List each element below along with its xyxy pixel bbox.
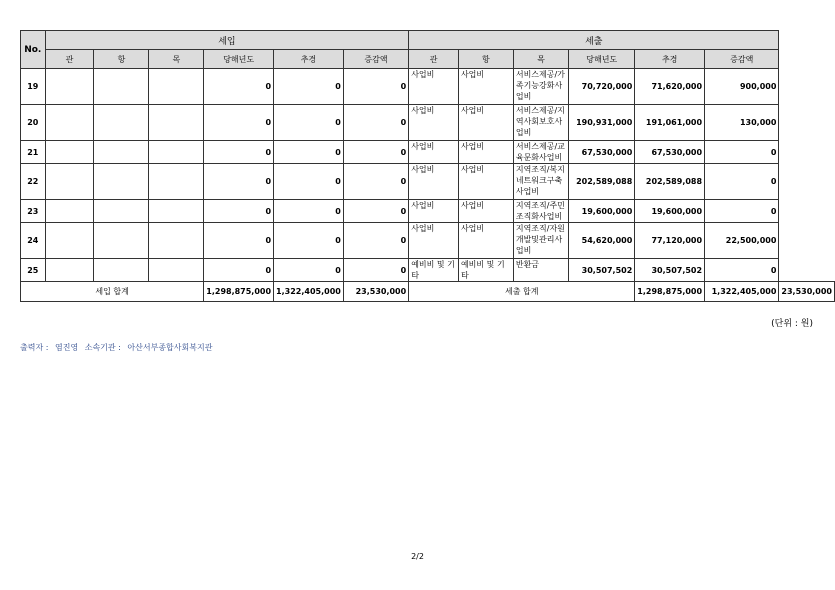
header-income-col: 당해년도	[204, 50, 274, 69]
expense-cell: 54,620,000	[569, 223, 635, 259]
totals-row	[21, 282, 835, 302]
income-cell: 0	[343, 141, 408, 164]
expense-cell: 70,720,000	[569, 69, 635, 105]
expense-cell: 77,120,000	[635, 223, 705, 259]
income-cell	[45, 105, 94, 141]
expense-cell: 202,589,088	[635, 164, 705, 200]
header-expense-col: 관	[409, 50, 459, 69]
income-cell: 0	[204, 259, 274, 282]
expense-cell: 사업비	[458, 69, 513, 105]
header-expense-col: 추경	[635, 50, 705, 69]
income-cell	[149, 69, 204, 105]
income-cell: 0	[274, 105, 344, 141]
income-cell: 0	[204, 200, 274, 223]
expense-cell: 22,500,000	[705, 223, 779, 259]
expense-cell: 0	[705, 141, 779, 164]
expense-cell: 0	[705, 259, 779, 282]
income-cell: 0	[343, 69, 408, 105]
income-cell: 0	[343, 164, 408, 200]
expense-cell: 0	[705, 164, 779, 200]
income-cell	[149, 223, 204, 259]
income-cell: 0	[343, 223, 408, 259]
expense-cell: 202,589,088	[569, 164, 635, 200]
expense-cell: 19,600,000	[635, 200, 705, 223]
table-row	[21, 223, 835, 259]
expense-cell: 사업비	[458, 164, 513, 200]
expense-cell: 19,600,000	[569, 200, 635, 223]
header-income: 세입	[45, 31, 409, 50]
expense-cell: 사업비	[458, 141, 513, 164]
table-row	[21, 69, 835, 105]
table-row	[21, 259, 835, 282]
header-income-col: 목	[149, 50, 204, 69]
expense-cell: 사업비	[458, 105, 513, 141]
header-no: No.	[21, 31, 46, 69]
table-row	[21, 141, 835, 164]
income-cell: 0	[204, 105, 274, 141]
expense-cell: 130,000	[705, 105, 779, 141]
header-income-col: 항	[94, 50, 149, 69]
expense-cell: 예비비 및 기타	[409, 259, 459, 282]
income-cell: 0	[204, 223, 274, 259]
income-total-value: 1,322,405,000	[274, 282, 344, 302]
income-cell	[94, 223, 149, 259]
income-cell	[149, 164, 204, 200]
row-number: 22	[21, 164, 46, 200]
table-row	[21, 200, 835, 223]
expense-cell: 예비비 및 기타	[458, 259, 513, 282]
income-cell	[149, 141, 204, 164]
expense-cell: 사업비	[409, 223, 459, 259]
income-cell	[94, 200, 149, 223]
expense-cell: 190,931,000	[569, 105, 635, 141]
income-cell: 0	[204, 69, 274, 105]
income-cell	[149, 200, 204, 223]
expense-cell: 사업비	[458, 200, 513, 223]
header-expense-col: 당해년도	[569, 50, 635, 69]
income-total-label: 세입 합계	[21, 282, 204, 302]
expense-cell: 지역조직/주민조직화사업비	[513, 200, 568, 223]
income-cell: 0	[274, 259, 344, 282]
header-expense-col: 항	[458, 50, 513, 69]
row-number: 19	[21, 69, 46, 105]
printer-info	[20, 342, 216, 353]
income-cell: 0	[343, 259, 408, 282]
income-cell	[94, 141, 149, 164]
header-income-col: 증감액	[343, 50, 408, 69]
row-number: 20	[21, 105, 46, 141]
income-total-value: 1,298,875,000	[204, 282, 274, 302]
header-income-col: 추경	[274, 50, 344, 69]
expense-cell: 서비스제공/가족기능강화사업비	[513, 69, 568, 105]
org-name: 아산서부종합사회복지관	[127, 343, 213, 352]
row-number: 23	[21, 200, 46, 223]
expense-cell: 71,620,000	[635, 69, 705, 105]
expense-total-value: 1,322,405,000	[705, 282, 779, 302]
income-cell	[94, 164, 149, 200]
page-number: 2/2	[411, 552, 424, 561]
header-expense-col: 증감액	[705, 50, 779, 69]
expense-cell: 지역조직/복지네트워크구축사업비	[513, 164, 568, 200]
expense-cell: 0	[705, 200, 779, 223]
printer-label: 출력자 :	[20, 343, 49, 352]
header-expense-col: 목	[513, 50, 568, 69]
expense-cell: 서비스제공/교육문화사업비	[513, 141, 568, 164]
income-cell	[94, 259, 149, 282]
expense-cell: 사업비	[409, 141, 459, 164]
row-number: 25	[21, 259, 46, 282]
expense-cell: 30,507,502	[569, 259, 635, 282]
expense-total-value: 23,530,000	[779, 282, 835, 302]
expense-cell: 서비스제공/지역사회보호사업비	[513, 105, 568, 141]
expense-cell: 사업비	[409, 200, 459, 223]
expense-total-value: 1,298,875,000	[635, 282, 705, 302]
org-label: 소속기관 :	[84, 343, 121, 352]
income-cell: 0	[204, 164, 274, 200]
expense-cell: 67,530,000	[569, 141, 635, 164]
header-income-col: 관	[45, 50, 94, 69]
income-cell: 0	[274, 200, 344, 223]
income-cell: 0	[204, 141, 274, 164]
expense-cell: 사업비	[409, 164, 459, 200]
printer-name: 염진영	[54, 343, 79, 352]
expense-cell: 반환금	[513, 259, 568, 282]
income-cell: 0	[274, 141, 344, 164]
income-cell: 0	[343, 105, 408, 141]
unit-label: (단위 : 원)	[771, 319, 813, 329]
income-cell	[94, 105, 149, 141]
income-cell	[94, 69, 149, 105]
income-cell: 0	[343, 200, 408, 223]
row-number: 24	[21, 223, 46, 259]
expense-cell: 191,061,000	[635, 105, 705, 141]
expense-cell: 지역조직/자원개발및관리사업비	[513, 223, 568, 259]
income-cell: 0	[274, 223, 344, 259]
income-cell	[45, 259, 94, 282]
income-cell	[45, 141, 94, 164]
table-row	[21, 164, 835, 200]
expense-total-label: 세출 합계	[409, 282, 635, 302]
table-row	[21, 105, 835, 141]
budget-table	[20, 30, 835, 302]
expense-cell: 사업비	[409, 105, 459, 141]
income-total-value: 23,530,000	[343, 282, 408, 302]
expense-cell: 67,530,000	[635, 141, 705, 164]
income-cell	[149, 259, 204, 282]
expense-cell: 30,507,502	[635, 259, 705, 282]
income-cell	[45, 223, 94, 259]
row-number: 21	[21, 141, 46, 164]
expense-cell: 900,000	[705, 69, 779, 105]
income-cell	[45, 164, 94, 200]
income-cell	[45, 69, 94, 105]
expense-cell: 사업비	[458, 223, 513, 259]
header-expense: 세출	[409, 31, 779, 50]
income-cell	[149, 105, 204, 141]
income-cell	[45, 200, 94, 223]
income-cell: 0	[274, 164, 344, 200]
income-cell: 0	[274, 69, 344, 105]
expense-cell: 사업비	[409, 69, 459, 105]
